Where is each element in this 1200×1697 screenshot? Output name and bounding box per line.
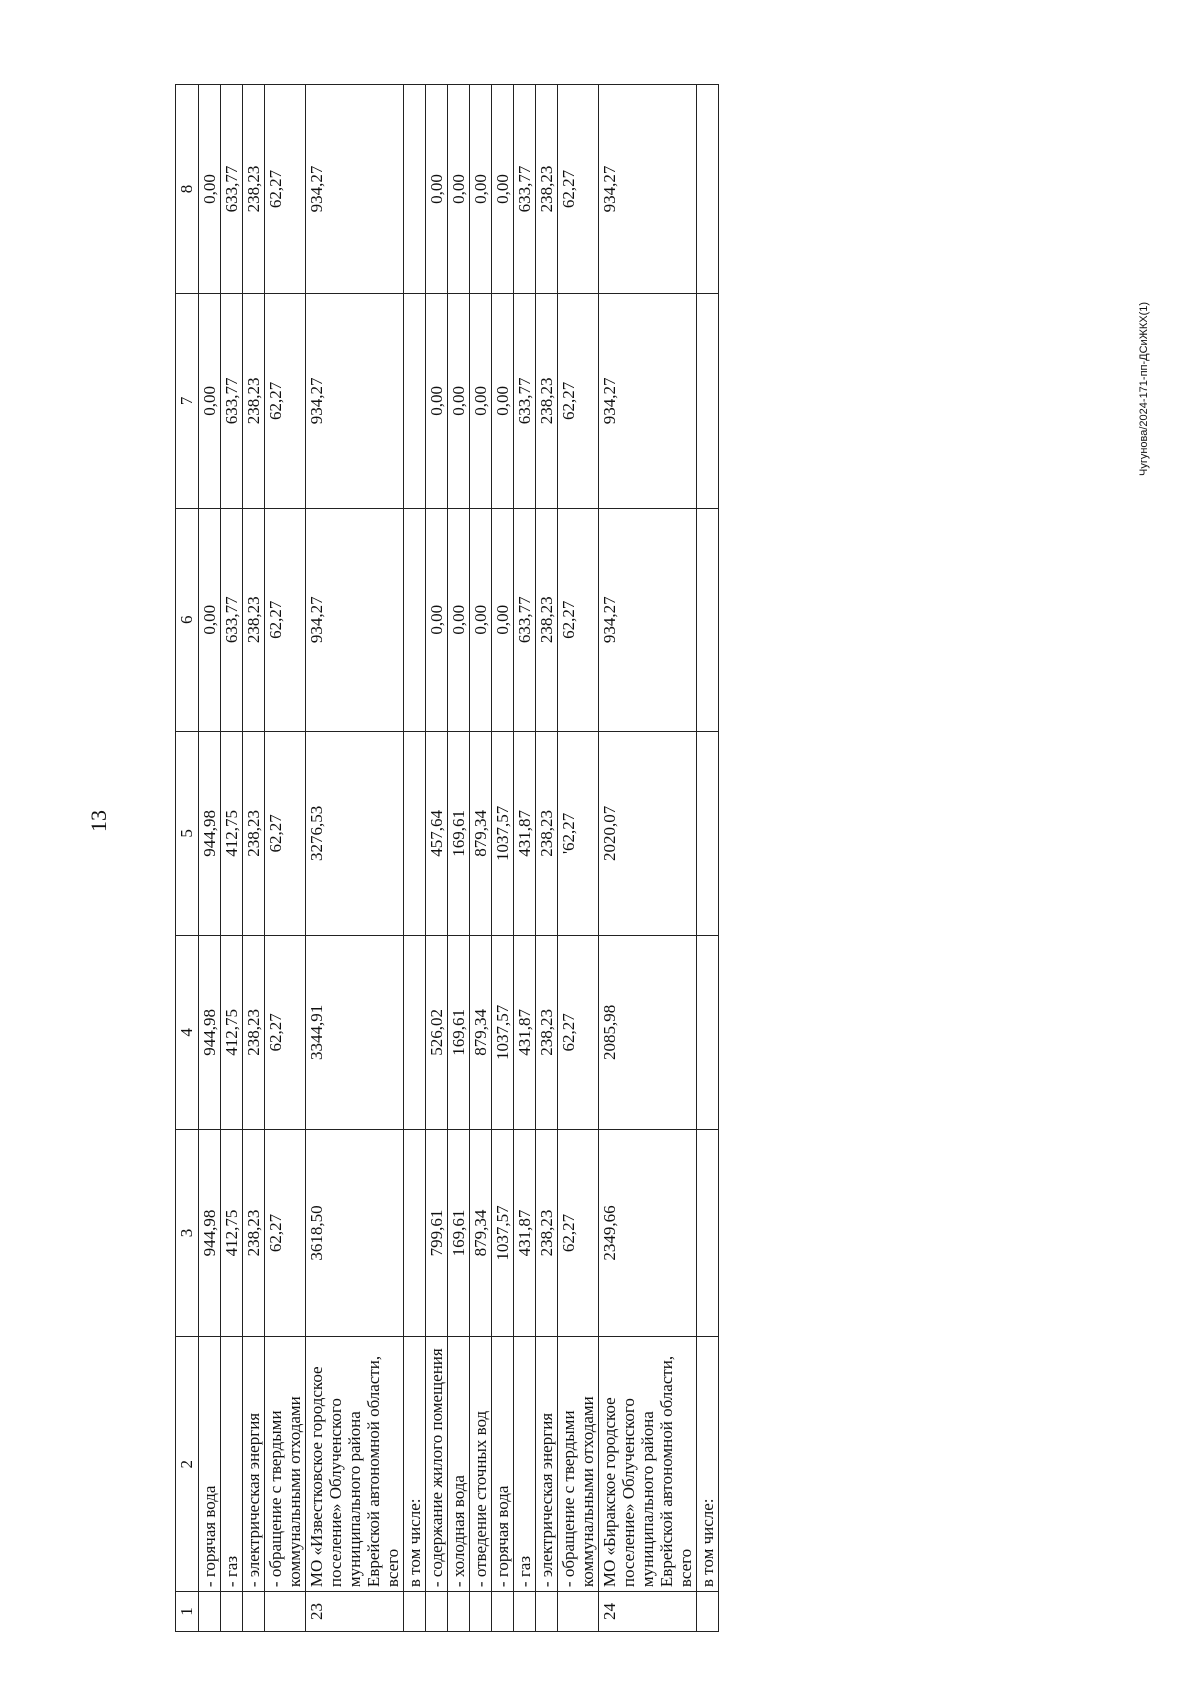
row-number-cell	[199, 1592, 221, 1632]
value-cell: 934,27	[599, 293, 697, 508]
table-row	[221, 85, 243, 1632]
column-header: 2	[176, 1337, 199, 1592]
value-cell: 0,00	[470, 508, 492, 731]
value-cell: 934,27	[599, 508, 697, 731]
value-cell: 0,00	[492, 508, 514, 731]
value-cell: 944,98	[199, 935, 221, 1129]
row-number-cell	[265, 1592, 306, 1632]
table-row	[470, 85, 492, 1632]
table-row	[265, 85, 306, 1632]
column-header: 5	[176, 731, 199, 935]
row-number-cell	[426, 1592, 448, 1632]
value-cell: 62,27	[265, 731, 306, 935]
value-cell: 62,27	[265, 935, 306, 1129]
value-cell: 0,00	[492, 85, 514, 294]
value-cell: 633,77	[221, 293, 243, 508]
value-cell: 62,27	[265, 293, 306, 508]
value-cell: 238,23	[243, 731, 265, 935]
value-cell: 62,27	[558, 85, 599, 294]
tariff-table	[175, 84, 719, 1632]
value-cell: 0,00	[199, 293, 221, 508]
table-row	[599, 85, 697, 1632]
value-cell: 62,27	[265, 1129, 306, 1337]
value-cell: 633,77	[514, 508, 536, 731]
value-cell: 2349,66	[599, 1129, 697, 1337]
value-cell: 934,27	[306, 508, 404, 731]
value-cell: 412,75	[221, 731, 243, 935]
value-cell: 412,75	[221, 1129, 243, 1337]
value-cell: 526,02	[426, 935, 448, 1129]
value-cell: 0,00	[199, 508, 221, 731]
value-cell: 238,23	[536, 85, 558, 294]
table-row	[514, 85, 536, 1632]
row-number-cell: 24	[599, 1592, 697, 1632]
value-cell: 238,23	[243, 85, 265, 294]
value-cell: 0,00	[426, 508, 448, 731]
value-cell: 2020,07	[599, 731, 697, 935]
value-cell: 431,87	[514, 731, 536, 935]
value-cell	[697, 293, 719, 508]
table-row	[536, 85, 558, 1632]
row-number-cell	[448, 1592, 470, 1632]
row-number-cell	[492, 1592, 514, 1632]
row-label-cell: - обращение с твердыми коммунальными отходами	[265, 1337, 306, 1592]
value-cell: '62,27	[558, 731, 599, 935]
value-cell: 412,75	[221, 935, 243, 1129]
value-cell: 879,34	[470, 731, 492, 935]
value-cell: 62,27	[558, 935, 599, 1129]
value-cell: 238,23	[536, 293, 558, 508]
row-label-cell: - горячая вода	[492, 1337, 514, 1592]
value-cell	[697, 731, 719, 935]
column-header: 6	[176, 508, 199, 731]
table-body	[199, 85, 719, 1632]
row-label-cell: - электрическая энергия	[536, 1337, 558, 1592]
value-cell: 0,00	[199, 85, 221, 294]
value-cell: 879,34	[470, 935, 492, 1129]
row-label-cell: - отведение сточных вод	[470, 1337, 492, 1592]
row-number-cell	[404, 1592, 426, 1632]
value-cell: 879,34	[470, 1129, 492, 1337]
value-cell	[404, 508, 426, 731]
column-header: 8	[176, 85, 199, 294]
value-cell: 944,98	[199, 1129, 221, 1337]
row-number-cell	[514, 1592, 536, 1632]
row-label-cell: - газ	[221, 1337, 243, 1592]
value-cell: 62,27	[265, 85, 306, 294]
value-cell: 238,23	[243, 935, 265, 1129]
row-label-cell: МО «Биракское городское поселение» Облученского муниципального района Еврейской автономной области, всего	[599, 1337, 697, 1592]
column-header: 4	[176, 935, 199, 1129]
value-cell: 62,27	[558, 293, 599, 508]
value-cell: 62,27	[558, 1129, 599, 1337]
value-cell	[404, 1129, 426, 1337]
value-cell: 1037,57	[492, 1129, 514, 1337]
value-cell	[404, 935, 426, 1129]
row-number-cell	[470, 1592, 492, 1632]
table-row	[492, 85, 514, 1632]
table-row	[404, 85, 426, 1632]
value-cell: 431,87	[514, 935, 536, 1129]
value-cell: 3276,53	[306, 731, 404, 935]
value-cell: 0,00	[492, 293, 514, 508]
value-cell: 457,64	[426, 731, 448, 935]
value-cell: 169,61	[448, 1129, 470, 1337]
value-cell: 1037,57	[492, 935, 514, 1129]
document-code: Чугунова/2024-171-пп-ДСиЖКХ(1)	[1138, 301, 1150, 476]
table-row	[448, 85, 470, 1632]
value-cell: 633,77	[514, 293, 536, 508]
column-number-row	[176, 85, 199, 1632]
value-cell: 238,23	[243, 1129, 265, 1337]
row-number-cell	[697, 1592, 719, 1632]
row-label-cell: - холодная вода	[448, 1337, 470, 1592]
value-cell: 0,00	[426, 293, 448, 508]
page-number: 13	[86, 810, 111, 832]
table-row	[306, 85, 404, 1632]
value-cell: 169,61	[448, 935, 470, 1129]
row-label-cell: - содержание жилого помещения	[426, 1337, 448, 1592]
value-cell: 2085,98	[599, 935, 697, 1129]
value-cell: 633,77	[221, 85, 243, 294]
value-cell: 934,27	[306, 85, 404, 294]
value-cell: 934,27	[599, 85, 697, 294]
table-row	[426, 85, 448, 1632]
value-cell: 0,00	[448, 85, 470, 294]
table-container	[175, 84, 1037, 1632]
value-cell: 799,61	[426, 1129, 448, 1337]
row-label-cell: - электрическая энергия	[243, 1337, 265, 1592]
row-number-cell	[221, 1592, 243, 1632]
value-cell: 944,98	[199, 731, 221, 935]
row-label-cell: в том числе:	[697, 1337, 719, 1592]
column-header: 7	[176, 293, 199, 508]
table-row	[697, 85, 719, 1632]
row-label-cell: - обращение с твердыми коммунальными отходами	[558, 1337, 599, 1592]
value-cell	[697, 508, 719, 731]
value-cell: 431,87	[514, 1129, 536, 1337]
row-label-cell: - горячая вода	[199, 1337, 221, 1592]
row-number-cell	[558, 1592, 599, 1632]
table-row	[199, 85, 221, 1632]
row-label-cell: - газ	[514, 1337, 536, 1592]
value-cell: 62,27	[265, 508, 306, 731]
value-cell	[697, 935, 719, 1129]
value-cell	[404, 85, 426, 294]
value-cell: 633,77	[514, 85, 536, 294]
value-cell: 238,23	[536, 935, 558, 1129]
row-number-cell	[243, 1592, 265, 1632]
value-cell: 62,27	[558, 508, 599, 731]
value-cell: 169,61	[448, 731, 470, 935]
value-cell: 3618,50	[306, 1129, 404, 1337]
row-label-cell: в том числе:	[404, 1337, 426, 1592]
value-cell: 238,23	[243, 508, 265, 731]
value-cell: 0,00	[470, 85, 492, 294]
value-cell: 0,00	[426, 85, 448, 294]
value-cell: 238,23	[536, 1129, 558, 1337]
value-cell: 633,77	[221, 508, 243, 731]
value-cell	[697, 1129, 719, 1337]
value-cell	[404, 293, 426, 508]
value-cell: 934,27	[306, 293, 404, 508]
value-cell	[697, 85, 719, 294]
row-label-cell: МО «Известковское городское поселение» Облученского муниципального района Еврейской автономной области, всего	[306, 1337, 404, 1592]
value-cell	[404, 731, 426, 935]
value-cell: 238,23	[536, 731, 558, 935]
value-cell: 238,23	[536, 508, 558, 731]
column-header: 1	[176, 1592, 199, 1632]
row-number-cell	[536, 1592, 558, 1632]
column-header: 3	[176, 1129, 199, 1337]
table-row	[558, 85, 599, 1632]
value-cell: 3344,91	[306, 935, 404, 1129]
value-cell: 238,23	[243, 293, 265, 508]
table-row	[243, 85, 265, 1632]
value-cell: 0,00	[448, 293, 470, 508]
value-cell: 0,00	[448, 508, 470, 731]
value-cell: 0,00	[470, 293, 492, 508]
value-cell: 1037,57	[492, 731, 514, 935]
row-number-cell: 23	[306, 1592, 404, 1632]
